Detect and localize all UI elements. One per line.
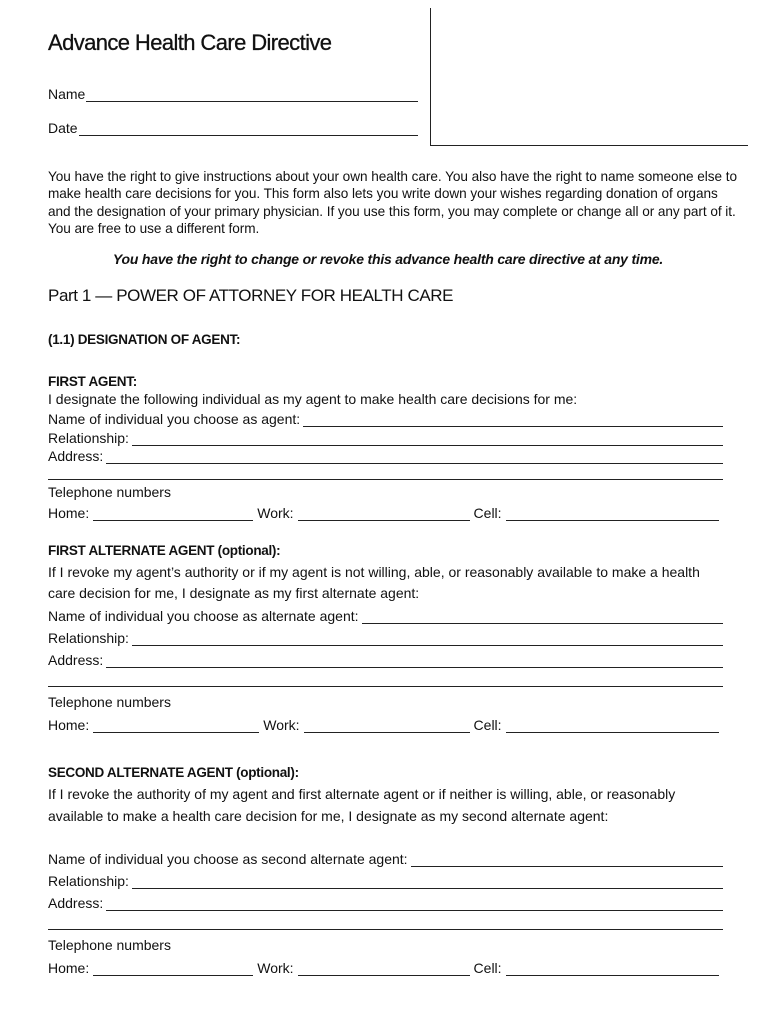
first-agent-address-label: Address:: [48, 448, 104, 464]
first-alternate-address-label: Address:: [48, 652, 104, 668]
first-agent-name-row: [48, 409, 723, 427]
first-agent-phone-heading: Telephone numbers: [48, 484, 171, 500]
first-alternate-name-label: Name of individual you choose as alternate agent:: [48, 608, 359, 624]
name-label: Name: [48, 86, 86, 102]
first-agent-address-input[interactable]: [106, 451, 723, 464]
first-alternate-address-row: [48, 650, 723, 668]
second-alternate-work-label: Work:: [257, 960, 294, 976]
designation-heading: (1.1) DESIGNATION OF AGENT:: [48, 332, 241, 347]
date-input-line[interactable]: [79, 123, 418, 136]
first-agent-relationship-label: Relationship:: [48, 430, 129, 446]
revoke-notice: You have the right to change or revoke this advance health care directive at any time.: [112, 251, 664, 267]
first-alternate-phone-row: [48, 715, 723, 733]
second-alternate-relationship-input[interactable]: [132, 876, 723, 889]
part1-title: Part 1 — POWER OF ATTORNEY FOR HEALTH CARE: [48, 286, 454, 305]
second-alternate-address-input[interactable]: [106, 898, 723, 911]
first-alternate-home-label: Home:: [48, 717, 90, 733]
first-alternate-relationship-row: [48, 628, 723, 646]
first-alternate-address-line-2[interactable]: [48, 686, 723, 687]
second-alternate-home-label: Home:: [48, 960, 90, 976]
first-alternate-cell-label: Cell:: [473, 717, 502, 733]
second-alternate-cell-label: Cell:: [473, 960, 502, 976]
second-alternate-relationship-row: [48, 871, 723, 889]
corner-box-bottom-border: [430, 145, 748, 146]
first-alternate-name-input[interactable]: [362, 611, 723, 624]
first-agent-address-row: [48, 446, 723, 464]
first-alternate-phone-heading: Telephone numbers: [48, 694, 171, 710]
first-alternate-work-input[interactable]: [304, 720, 470, 733]
first-alternate-name-row: [48, 606, 723, 624]
first-alternate-heading: FIRST ALTERNATE AGENT (optional):: [48, 543, 281, 558]
first-alternate-text: If I revoke my agent’s authority or if my agent is not willing, able, or reasonably available to make a health care decision for me, I designate as my first alternate agent:: [48, 564, 700, 601]
first-agent-phone-row: [48, 503, 723, 521]
second-alternate-address-line-2[interactable]: [48, 929, 723, 930]
document-title: Advance Health Care Directive: [48, 30, 332, 55]
second-alternate-name-input[interactable]: [411, 854, 723, 867]
name-field-row: [48, 86, 418, 102]
first-agent-relationship-row: [48, 428, 723, 446]
second-alternate-name-label: Name of individual you choose as second alternate agent:: [48, 851, 408, 867]
second-alternate-address-row: [48, 893, 723, 911]
first-agent-address-line-2[interactable]: [48, 479, 723, 480]
date-field-row: [48, 120, 418, 136]
second-alternate-cell-input[interactable]: [506, 963, 719, 976]
first-alternate-relationship-input[interactable]: [132, 633, 723, 646]
first-agent-work-label: Work:: [257, 505, 294, 521]
second-alternate-heading: SECOND ALTERNATE AGENT (optional):: [48, 765, 299, 780]
first-agent-cell-input[interactable]: [506, 508, 719, 521]
second-alternate-work-input[interactable]: [298, 963, 470, 976]
second-alternate-address-label: Address:: [48, 895, 104, 911]
second-alternate-phone-heading: Telephone numbers: [48, 937, 171, 953]
first-agent-name-label: Name of individual you choose as agent:: [48, 411, 301, 427]
first-agent-home-input[interactable]: [93, 508, 253, 521]
first-agent-heading: FIRST AGENT:: [48, 374, 137, 389]
corner-box-left-border: [430, 8, 431, 146]
first-agent-relationship-input[interactable]: [132, 433, 723, 446]
name-input-line[interactable]: [86, 89, 418, 102]
first-agent-cell-label: Cell:: [473, 505, 502, 521]
first-alternate-work-label: Work:: [263, 717, 300, 733]
second-alternate-phone-row: [48, 958, 723, 976]
first-alternate-home-input[interactable]: [93, 720, 259, 733]
first-alternate-relationship-label: Relationship:: [48, 630, 129, 646]
first-agent-name-input[interactable]: [303, 414, 723, 427]
second-alternate-relationship-label: Relationship:: [48, 873, 129, 889]
second-alternate-name-row: [48, 849, 723, 867]
first-agent-text: I designate the following individual as my agent to make health care decisions for me:: [48, 391, 578, 407]
intro-paragraph: You have the right to give instructions about your own health care. You also have the right to name someone else to make health care decisions for you. This form also lets you write down your wishes regarding donation of organs and the designation of your primary physician. If you use this form, you may complete or change all or any part of it. You are free to use a different form.: [48, 169, 737, 236]
first-agent-home-label: Home:: [48, 505, 90, 521]
first-alternate-cell-input[interactable]: [506, 720, 719, 733]
second-alternate-home-input[interactable]: [93, 963, 253, 976]
first-agent-work-input[interactable]: [298, 508, 470, 521]
first-alternate-address-input[interactable]: [106, 655, 723, 668]
second-alternate-text: If I revoke the authority of my agent and first alternate agent or if neither is willing, able, or reasonably available to make a health care decision for me, I designate as my second alternate agent:: [48, 786, 676, 824]
date-label: Date: [48, 120, 78, 136]
